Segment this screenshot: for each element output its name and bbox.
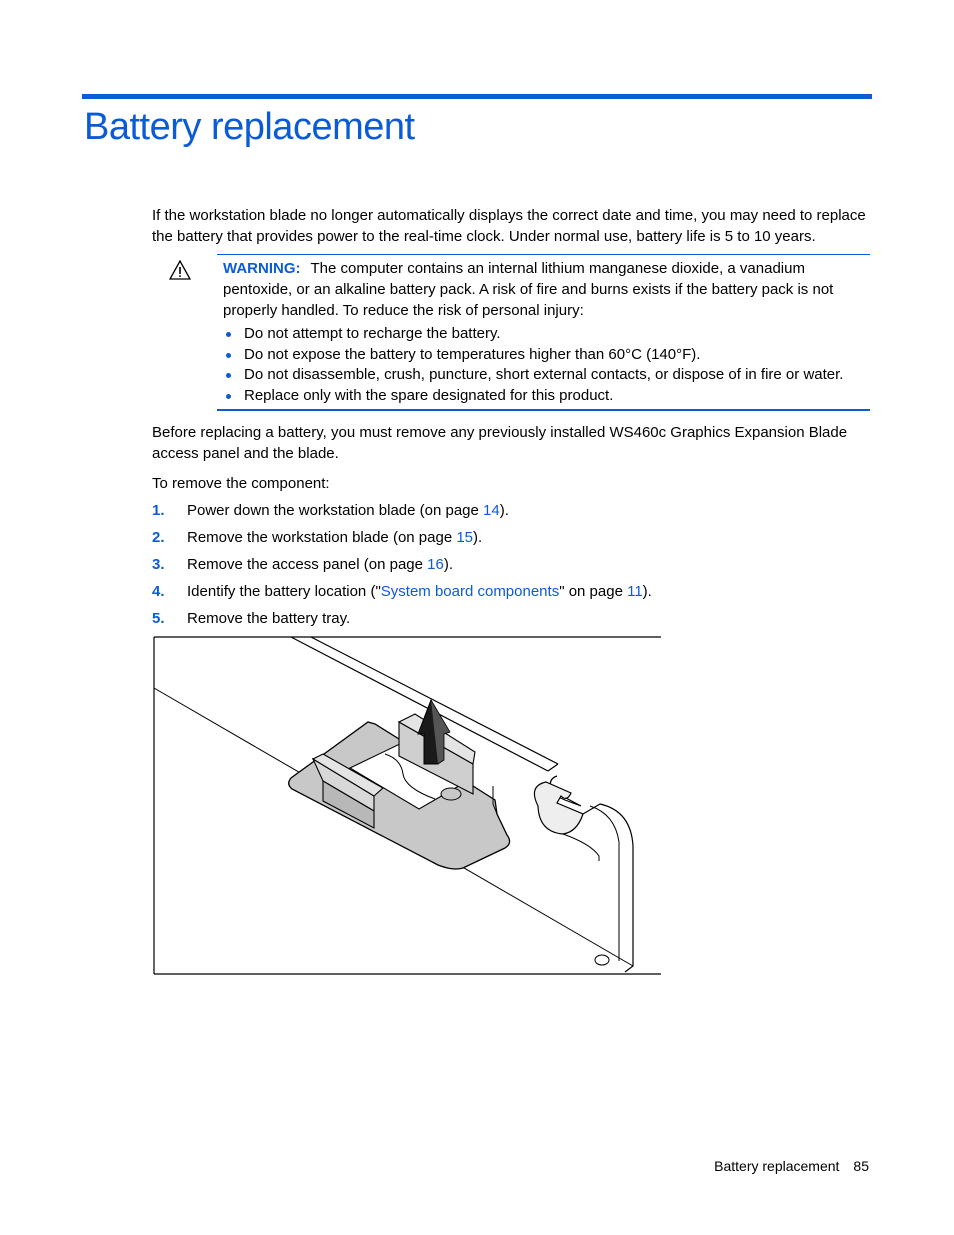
list-item: Do not attempt to recharge the battery. — [223, 324, 870, 345]
main-content — [152, 205, 870, 635]
warning-box — [217, 254, 870, 411]
step-item — [152, 608, 870, 629]
system-board-components-link[interactable]: System board components — [380, 583, 560, 600]
step-number: 2. — [152, 529, 165, 546]
step-item — [152, 554, 870, 575]
page-title: Battery replacement — [84, 106, 415, 148]
step-text: ). — [642, 583, 652, 600]
warning-triangle-icon — [169, 260, 191, 280]
step-number: 5. — [152, 610, 165, 627]
list-item: Do not expose the battery to temperatures higher than 60°C (140°F). — [223, 345, 870, 366]
footer-label: Battery replacement — [714, 1158, 840, 1174]
page-link-15[interactable]: 15 — [456, 529, 474, 546]
step-text: Remove the access panel (on page — [187, 556, 428, 573]
step-text: ). — [473, 529, 483, 546]
step-item — [152, 581, 870, 602]
step-text: " on page — [559, 583, 628, 600]
page-link-16[interactable]: 16 — [427, 556, 444, 573]
step-text: Identify the battery location (" — [187, 583, 381, 600]
warning-label: WARNING: — [223, 260, 301, 277]
step-number: 1. — [152, 502, 165, 519]
step-number: 4. — [152, 583, 165, 600]
step-item — [152, 527, 870, 548]
intro-paragraph: If the workstation blade no longer automatically displays the correct date and time, you may need to replace the battery that provides power to the real-time clock. Under normal use, battery life is 5 to 10 years. — [152, 207, 866, 245]
remove-intro: To remove the component: — [152, 475, 330, 492]
page-footer — [714, 1158, 869, 1174]
before-paragraph: Before replacing a battery, you must remove any previously installed WS460c Graphics Expansion Blade access panel and the blade. — [152, 424, 848, 462]
list-item: Do not disassemble, crush, puncture, short external contacts, or dispose of in fire or water. — [223, 365, 870, 386]
step-item — [152, 500, 870, 521]
step-text: Remove the battery tray. — [187, 610, 351, 627]
step-text: ). — [443, 556, 454, 573]
warning-paragraph — [223, 258, 870, 321]
page-number: 85 — [853, 1158, 869, 1174]
title-rule — [82, 94, 872, 99]
steps-list — [152, 500, 870, 629]
warning-bullets — [223, 324, 870, 406]
battery-tray-illustration — [153, 636, 661, 976]
page-link-14[interactable]: 14 — [483, 502, 500, 519]
step-text: Power down the workstation blade (on page — [187, 502, 484, 519]
page-link-11[interactable]: 11 — [627, 583, 643, 600]
step-number: 3. — [152, 556, 165, 573]
step-text: ). — [499, 502, 509, 519]
list-item: Replace only with the spare designated for this product. — [223, 386, 870, 407]
warning-text: The computer contains an internal lithium manganese dioxide, a vanadium pentoxide, or an alkaline battery pack. A risk of fire and burns exists if the battery pack is not properly handled. To reduce the risk of personal injury: — [223, 260, 834, 319]
step-text: Remove the workstation blade (on page — [187, 529, 457, 546]
